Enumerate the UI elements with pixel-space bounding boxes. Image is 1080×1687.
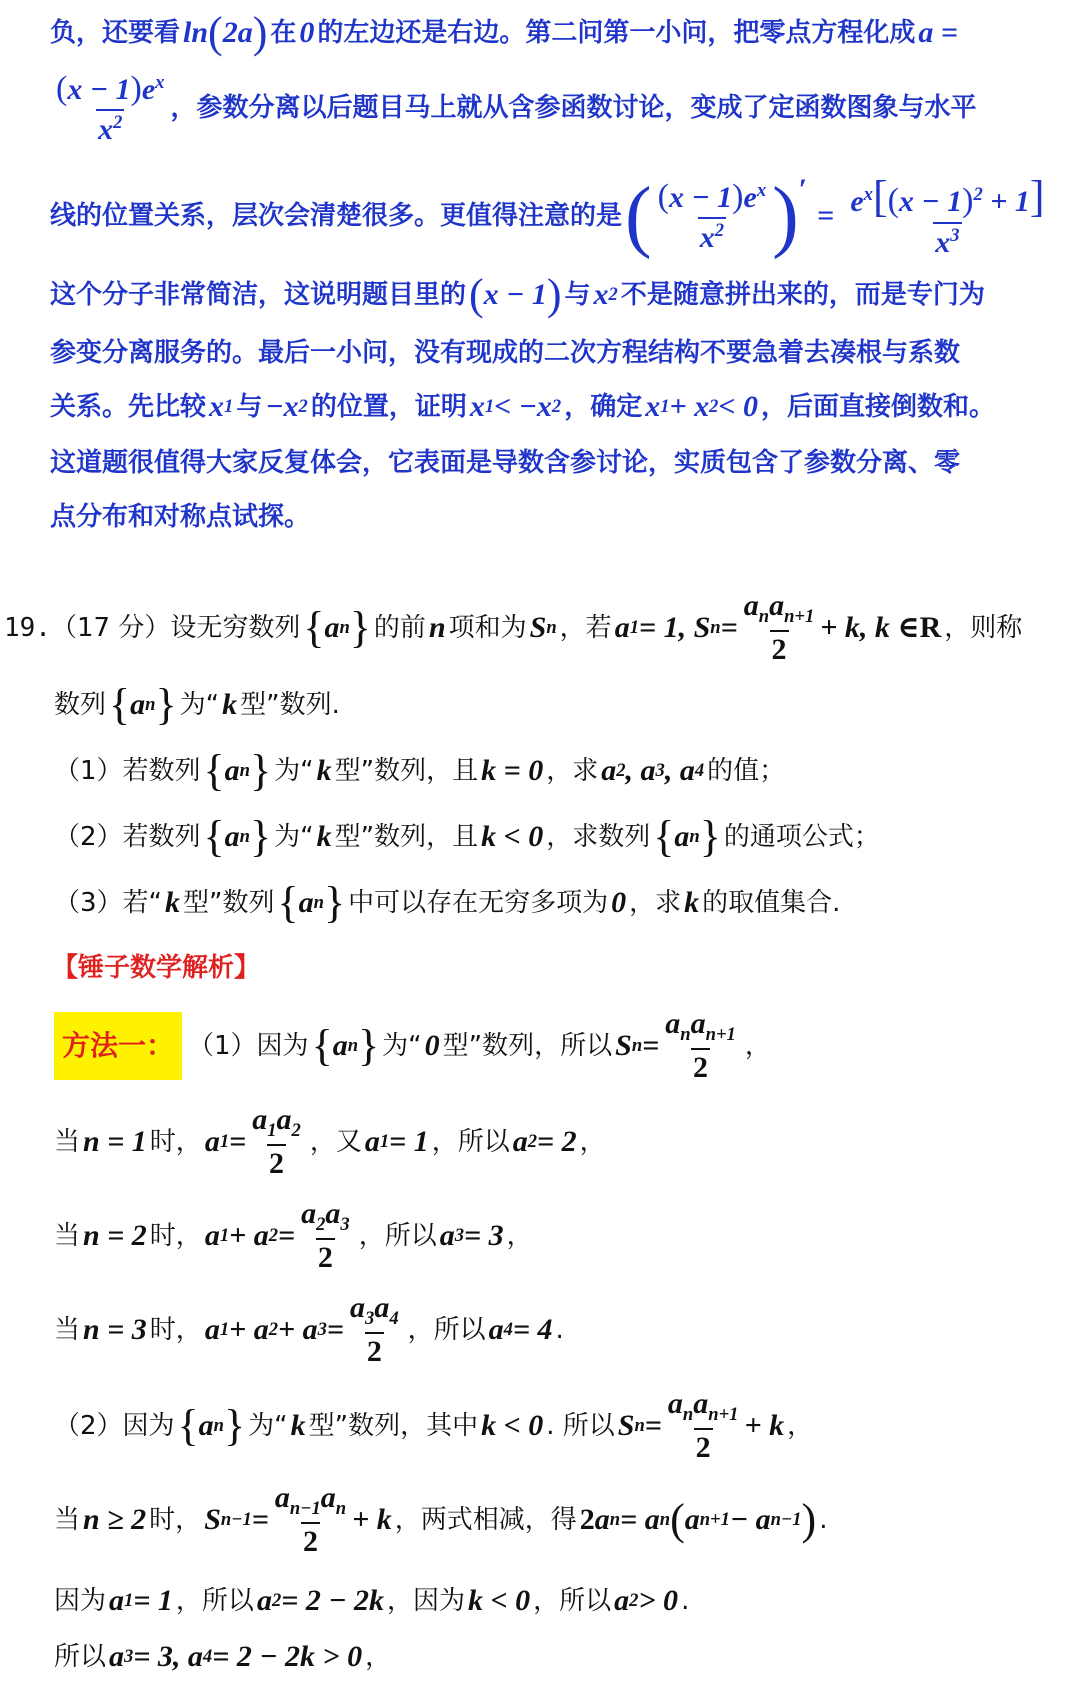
step-n1: 当 n = 1 时， a 1 = $\frac{a_1a_2}{2}$ ，又 a 1 = 1 ，所以 a 2 = 2 ， xyxy=(54,1103,606,1180)
commentary-line-4: 这个分子非常简洁，这说明题目里的 ( x − 1 ) 与 x 2 不是随意拼出来的，而是专门为 xyxy=(50,270,985,319)
commentary-line-1: 负，还要看 ln ( 2a ) 在 0 的左边还是右边。第二问第一小问，把零点方程化成 a = xyxy=(50,8,958,57)
sub-question-3: （3）若“ k 型”数列 { a n } 中可以存在无穷多项为 0 ，求 k 的取值集合. xyxy=(54,878,841,927)
commentary-line-3: 线的位置关系，层次会清楚很多。更值得注意的是 ( $\frac{(x - 1)e^x}{x^2}$ ) ′ = $\frac{e^x[(x - 1)^2 + 1]}{x^3}$ xyxy=(50,166,1080,266)
commentary-line-8: 点分布和对称点试探。 xyxy=(50,502,311,532)
method-one-line: 方法一： （1）因为 { a n } 为“ 0 型”数列，所以 S n = $\frac{a_na_{n+1}}{2}$ ， xyxy=(54,1006,1080,1086)
analysis-heading: 【锤子数学解析】 xyxy=(52,953,261,983)
math-inline: ln ( 2a ) xyxy=(183,8,268,57)
commentary-line-6: 关系。先比较 x 1 与 −x 2 的位置，证明 x 1 < −x 2 ，确定 x 1 + x 2 < 0 ，后面直接倒数和。 xyxy=(50,390,996,423)
commentary-line-7: 这道题很值得大家反复体会，它表面是导数含参讨论，实质包含了参数分离、零 xyxy=(50,448,961,478)
derivative-formula: ( $\frac{(x - 1)e^x}{x^2}$ ) ′ = $\frac{e^x[(x - 1)^2 + 1]}{x^3}$ xyxy=(625,171,1045,260)
step-n3: 当 n = 3 时， a 1 + a 2 + a 3 = $\frac{a_3a_4}{2}$ ，所以 a 4 = 4 . xyxy=(54,1291,564,1368)
sub-question-2: （2）若数列 { a n } 为“ k 型”数列，且 k < 0 ，求数列 { a n } 的通项公式； xyxy=(54,812,880,861)
part-2-line-1: （2）因为 { a n } 为“ k 型”数列，其中 k < 0 . 所以 S n = $\frac{a_na_{n+1}}{2}$ + k ， xyxy=(54,1387,814,1464)
part-2-line-3: 因为 a 1 = 1 ，所以 a 2 = 2 − 2k ，因为 k < 0 ，所以 a 2 > 0 . xyxy=(54,1584,690,1617)
problem-statement-line-1: 19. （17 分）设无穷数列 { a n } 的前 n 项和为 S n ，若 a 1 = 1, S n = $\frac{a_na_{n+1}}{2}$ + k, k ∈ R ，则称 xyxy=(4,589,1023,666)
problem-statement-line-2: 数列 { a n } 为“ k 型”数列. xyxy=(54,680,340,729)
commentary-line-2: $\frac{(x - 1)e^x}{x^2}$ ，参数分离以后题目马上就从含参函数讨论，变成了定函数图象与水平 xyxy=(56,69,977,146)
step-n2: 当 n = 2 时， a 1 + a 2 = $\frac{a_2a_3}{2}$ ，所以 a 3 = 3 ， xyxy=(54,1197,533,1274)
method-label: 方法一： xyxy=(54,1012,182,1080)
sub-question-1: （1）若数列 { a n } 为“ k 型”数列，且 k = 0 ，求 a 2 , a 3 , a 4 的值； xyxy=(54,746,786,795)
commentary-line-5: 参变分离服务的。最后一小问，没有现成的二次方程结构不要急着去凑根与系数 xyxy=(50,338,961,368)
part-2-line-4: 所以 a 3 = 3, a 4 = 2 − 2k > 0 ， xyxy=(54,1640,392,1673)
fraction: $\frac{(x - 1)e^x}{x^2}$ xyxy=(56,69,165,146)
part-2-line-2: 当 n ≥ 2 时， S n−1 = $\frac{a_{n-1}a_n}{2}$ + k ，两式相减，得 2 a n = a n ( a n+1 − a n−1 ) . xyxy=(54,1481,828,1558)
